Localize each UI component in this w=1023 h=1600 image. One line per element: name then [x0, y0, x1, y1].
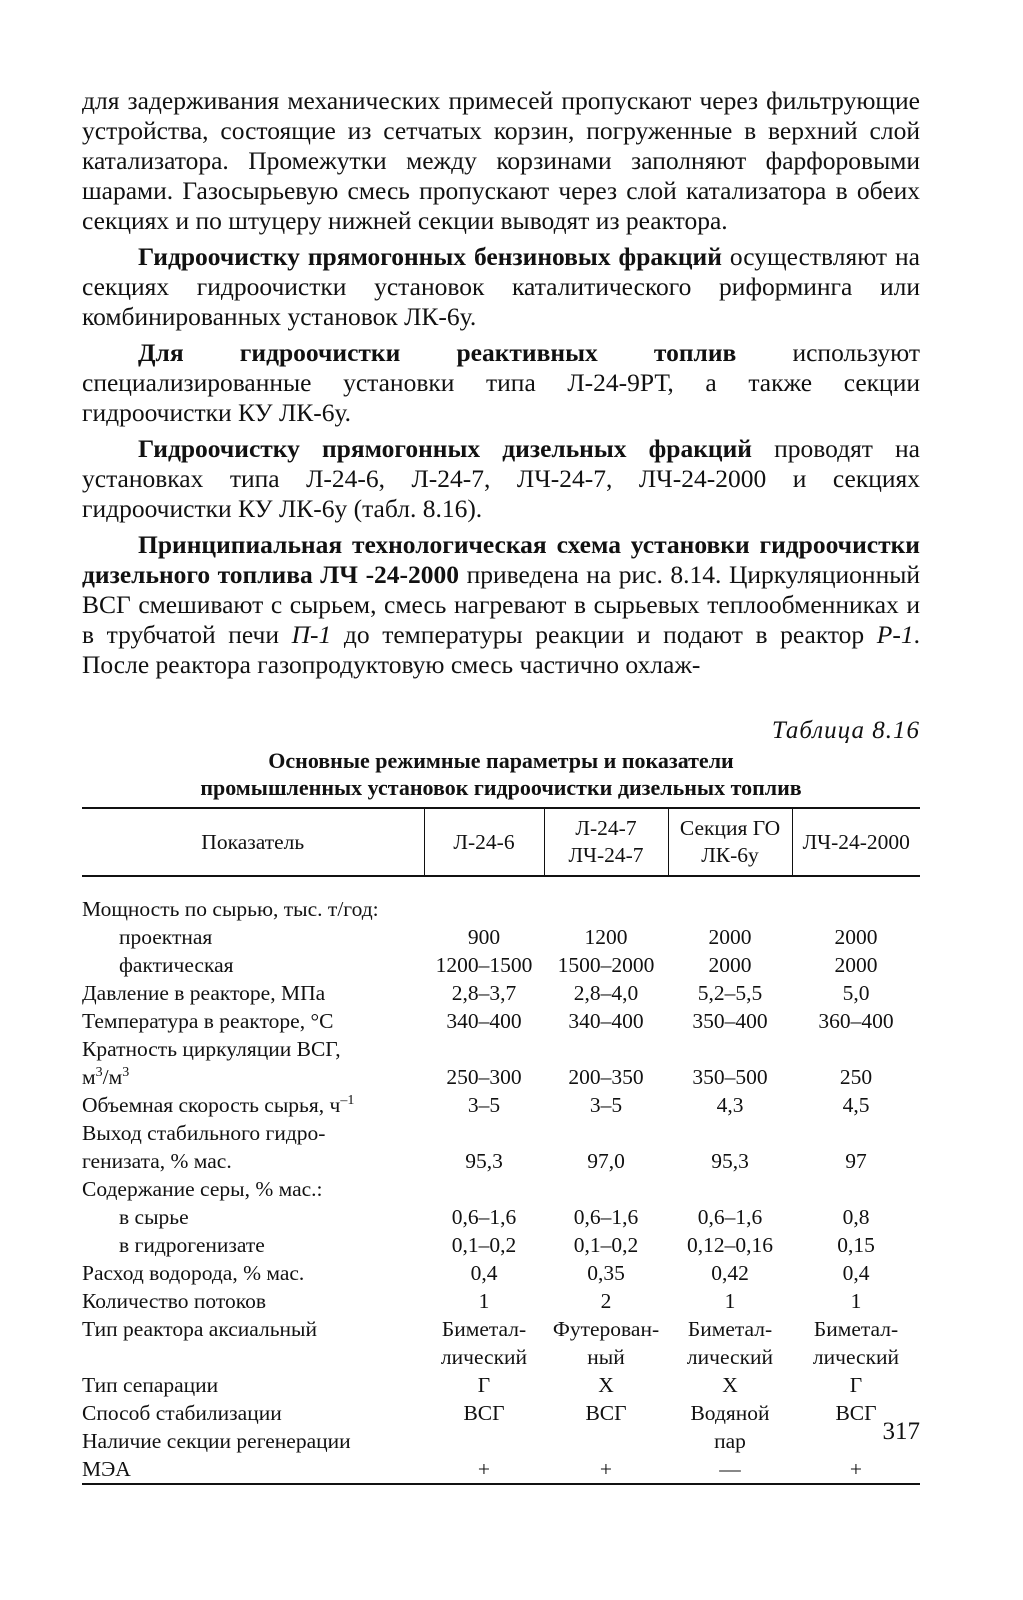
row-label: в гидрогенизате	[119, 1233, 265, 1257]
paragraph-5	[82, 530, 920, 680]
row-label: МЭА	[82, 1455, 424, 1484]
table-title-line: Основные режимные параметры и показатели	[268, 748, 734, 773]
row-label: Способ стабилизации	[82, 1401, 282, 1425]
table-row: Тип реактора аксиальный Биметал- лический Футерован- ный Биметал- лический Биметал- лический	[82, 1317, 900, 1369]
row-label: проектная	[119, 925, 213, 949]
page-number: 317	[882, 1418, 920, 1445]
table-row: в сырье 0,6–1,6 0,6–1,6 0,6–1,6 0,8	[82, 1203, 920, 1231]
table-row: Способ стабилизации ВСГ ВСГ Водяной ВСГ	[82, 1401, 877, 1425]
table-row: проектная 900 1200 2000 2000	[82, 923, 920, 951]
row-label: Мощность по сырью, тыс. т/год:	[82, 897, 379, 921]
paragraph-text: до температуры реакции и подают в реактор	[331, 620, 877, 649]
header-indicator: Показатель	[82, 808, 424, 876]
header-go-lk6u: Секция ГО ЛК-6у	[668, 808, 792, 876]
table-row: Наличие секции регенерации пар	[82, 1429, 746, 1453]
table-row: Тип сепарации Г Х Х Г	[82, 1373, 863, 1397]
table-row: Количество потоков 1 2 1 1	[82, 1289, 862, 1313]
bold-term: Для гидроочистки реактивных топлив	[138, 338, 737, 367]
reactor-ref: Р-1	[876, 620, 914, 649]
paragraph-2	[82, 242, 920, 332]
header-l-24-7: Л-24-7 ЛЧ-24-7	[544, 808, 668, 876]
table-row: Температура в реакторе, °С 340–400 340–400 350–400 360–400	[82, 1009, 894, 1033]
table-caption: Таблица 8.16	[771, 717, 920, 744]
row-label: Выход стабильного гидро- генизата, % мас.	[82, 1121, 326, 1173]
bold-term: Принципиальная технологическая схема установки гидроочистки дизельного топлива ЛЧ -24-2000	[82, 530, 920, 589]
furnace-ref: П-1	[291, 620, 332, 649]
table-row	[82, 1175, 920, 1203]
table-header-row	[82, 808, 920, 876]
row-label: фактическая	[119, 953, 234, 977]
parameters-table	[82, 807, 920, 1485]
header-l-24-6: Л-24-6	[424, 808, 544, 876]
row-label: Количество потоков	[82, 1289, 267, 1313]
row-label: Тип сепарации	[82, 1373, 219, 1397]
table-row: фактическая 1200–1500 1500–2000 2000 2000	[82, 951, 920, 979]
table-row: Объемная скорость сырья, $ч^{-1}$ 3–5 3–5 4,3 4,5	[82, 1092, 870, 1117]
paragraph-3	[82, 338, 920, 428]
row-label: Наличие секции регенерации	[82, 1429, 351, 1453]
paragraph-text: используют специализированные установки типа Л-24-9РТ, а также секции гидроочистки КУ ЛК-6у.	[82, 338, 920, 427]
paragraph-4	[82, 434, 920, 524]
table-row: Выход стабильного гидро- генизата, % мас. 95,3 97,0 95,3 97	[82, 1121, 867, 1173]
page-content	[82, 86, 920, 1485]
table-row: Давление в реакторе, МПа 2,8–3,7 2,8–4,0 5,2–5,5 5,0	[82, 981, 870, 1005]
row-label: Расход водорода, % мас.	[82, 1261, 305, 1285]
row-label: Содержание серы, % мас.:	[82, 1177, 323, 1201]
paragraph-text: . После реактора газопродуктовую смесь частично охлаж-	[82, 620, 920, 679]
header-lch-24-2000: ЛЧ-24-2000	[792, 808, 920, 876]
table-row: в гидрогенизате 0,1–0,2 0,1–0,2 0,12–0,16 0,15	[82, 1231, 920, 1259]
paragraph-text: осуществляют на секциях гидроочистки установок каталитического риформинга или комбинированных установок ЛК-6у.	[82, 242, 920, 331]
paragraph-text: проводят на установках типа Л-24-6, Л-24-7, ЛЧ-24-7, ЛЧ-24-2000 и секциях гидроочистки КУ ЛК-6у (табл. 8.16).	[82, 434, 921, 523]
table-row: Расход водорода, % мас. 0,4 0,35 0,42 0,4	[82, 1261, 870, 1285]
bold-term: Гидроочистку прямогонных дизельных фракций	[138, 434, 752, 463]
paragraph-text: приведена на рис. 8.14. Циркуляционный ВСГ смешивают с сырьем, смесь нагревают в сырьевых теплообменниках и в трубчатой печи	[82, 560, 920, 649]
bold-term: Гидроочистку прямогонных бензиновых фракций	[138, 242, 722, 271]
table-row: Кратность циркуляции ВСГ, $м^3/м^3$ 250–300 200–350 350–500 250	[82, 1037, 873, 1089]
row-label: Давление в реакторе, МПа	[82, 981, 326, 1005]
row-label: в сырье	[119, 1205, 189, 1229]
row-label: Тип реактора аксиальный	[82, 1317, 317, 1341]
table-row	[82, 876, 920, 923]
row-label: Температура в реакторе, °С	[82, 1009, 334, 1033]
table-row: МЭА + + — +	[82, 1455, 920, 1484]
paragraph-1: для задерживания механических примесей пропускают через фильтрующие устройства, состоящие из сетчатых корзин, погруженные в верхний слой катализатора. Промежутки между корзинами заполняют фарфоровыми шарами. Газосырьевую смесь пропускают через слой катализатора в обеих секциях и по штуцеру нижней секции выводят из реактора.	[82, 86, 920, 235]
row-label: Объемная скорость сырья, $ч^{-1}$	[82, 1092, 355, 1117]
table-title-line: промышленных установок гидроочистки дизельных топлив	[200, 775, 802, 800]
table-title	[82, 747, 920, 801]
row-label: Кратность циркуляции ВСГ, $м^3/м^3$	[82, 1037, 341, 1089]
